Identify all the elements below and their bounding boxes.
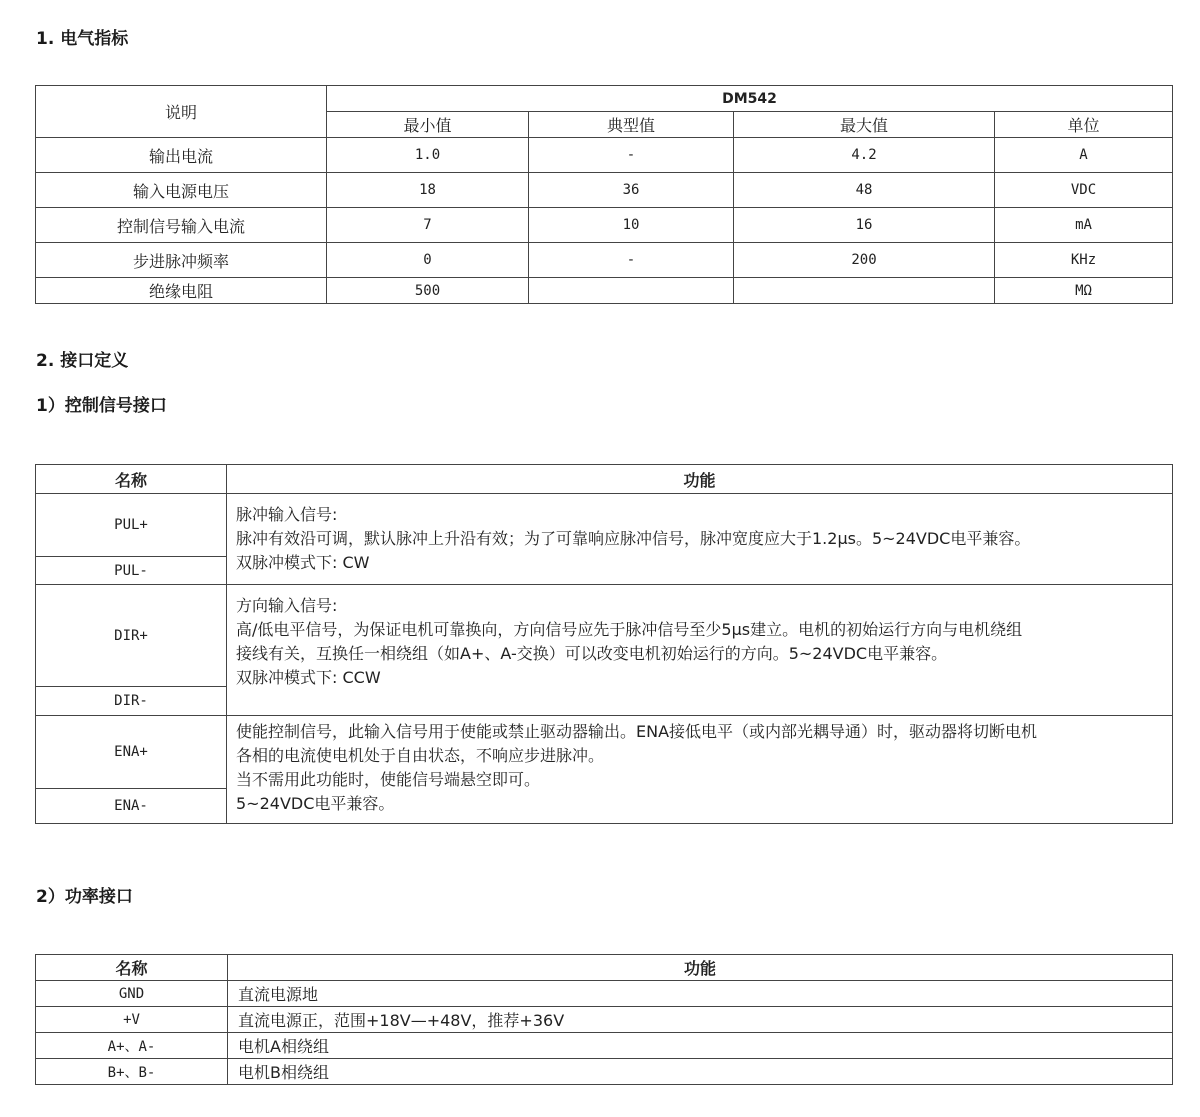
unit-header: 单位 [995,112,1173,138]
typ-value: - [529,138,734,173]
min-value: 500 [327,278,529,304]
max-header: 最大值 [734,112,995,138]
signal-function-pul [227,494,1173,585]
typ-value [529,278,734,304]
min-header: 最小值 [327,112,529,138]
unit-value: MΩ [995,278,1173,304]
power-interface-table [35,954,1173,1085]
table-row [36,1059,1173,1085]
electrical-spec-table [35,85,1173,304]
section-interface-title: 2. 接口定义 [36,351,129,371]
section-power-title: 2）功率接口 [36,887,133,907]
unit-value: A [995,138,1173,173]
typ-value: 36 [529,173,734,208]
signal-name-dir-minus: DIR- [36,687,227,716]
power-name: +V [36,1007,228,1033]
function-line: 当不需用此功能时，使能信号端悬空即可。 [236,770,541,789]
function-line: 双脉冲模式下: CCW [236,668,381,687]
function-line: 高/低电平信号，为保证电机可靠换向，方向信号应先于脉冲信号至少5μs建立。电机的初始运行方向与电机绕组 [236,620,1023,639]
min-value: 18 [327,173,529,208]
function-line: 方向输入信号: [236,596,338,615]
signal-name-pul-minus: PUL- [36,557,227,585]
table-row [36,1033,1173,1059]
max-value: 200 [734,243,995,278]
table-row [36,243,1173,278]
table-row [36,278,1173,304]
min-value: 1.0 [327,138,529,173]
power-name: GND [36,981,228,1007]
power-desc: 电机B相绕组 [228,1059,1173,1085]
power-name: B+、B- [36,1059,228,1085]
max-value: 4.2 [734,138,995,173]
row-label: 控制信号输入电流 [36,208,327,243]
section-control-title: 1）控制信号接口 [36,396,167,416]
signal-name-dir-plus: DIR+ [36,585,227,687]
function-line: 脉冲输入信号: [236,505,338,524]
power-name: A+、A- [36,1033,228,1059]
min-value: 0 [327,243,529,278]
signal-function-dir [227,585,1173,716]
row-label: 输入电源电压 [36,173,327,208]
table-row [36,138,1173,173]
signal-name-pul-plus: PUL+ [36,494,227,557]
function-line: 脉冲有效沿可调，默认脉冲上升沿有效；为了可靠响应脉冲信号，脉冲宽度应大于1.2μs。5~24VDC电平兼容。 [236,529,1031,548]
desc-header: 说明 [36,86,327,138]
row-label: 绝缘电阻 [36,278,327,304]
table-row [36,173,1173,208]
table-row [36,208,1173,243]
max-value: 48 [734,173,995,208]
unit-value: mA [995,208,1173,243]
section-electrical-title: 1. 电气指标 [36,29,129,49]
control-signal-table [35,464,1173,824]
name-header: 名称 [36,465,227,494]
power-desc: 直流电源正，范围+18V—+48V，推荐+36V [228,1007,1173,1033]
signal-function-ena [227,716,1173,824]
signal-name-ena-minus: ENA- [36,789,227,824]
table-row [36,981,1173,1007]
row-label: 步进脉冲频率 [36,243,327,278]
function-line: 使能控制信号，此输入信号用于使能或禁止驱动器输出。ENA接低电平（或内部光耦导通）时，驱动器将切断电机 [236,722,1038,741]
typ-value: 10 [529,208,734,243]
typ-value: - [529,243,734,278]
function-line: 5~24VDC电平兼容。 [236,794,395,813]
max-value: 16 [734,208,995,243]
function-line: 接线有关，互换任一相绕组（如A+、A-交换）可以改变电机初始运行的方向。5~24VDC电平兼容。 [236,644,948,663]
unit-value: VDC [995,173,1173,208]
name-header: 名称 [36,955,228,981]
function-header: 功能 [227,465,1173,494]
min-value: 7 [327,208,529,243]
signal-name-ena-plus: ENA+ [36,716,227,789]
function-line: 各相的电流使电机处于自由状态，不响应步进脉冲。 [236,746,605,765]
max-value [734,278,995,304]
power-desc: 直流电源地 [228,981,1173,1007]
unit-value: KHz [995,243,1173,278]
function-header: 功能 [228,955,1173,981]
function-line: 双脉冲模式下: CW [236,553,370,572]
table-row [36,1007,1173,1033]
typ-header: 典型值 [529,112,734,138]
power-desc: 电机A相绕组 [228,1033,1173,1059]
model-header: DM542 [327,86,1173,112]
row-label: 输出电流 [36,138,327,173]
